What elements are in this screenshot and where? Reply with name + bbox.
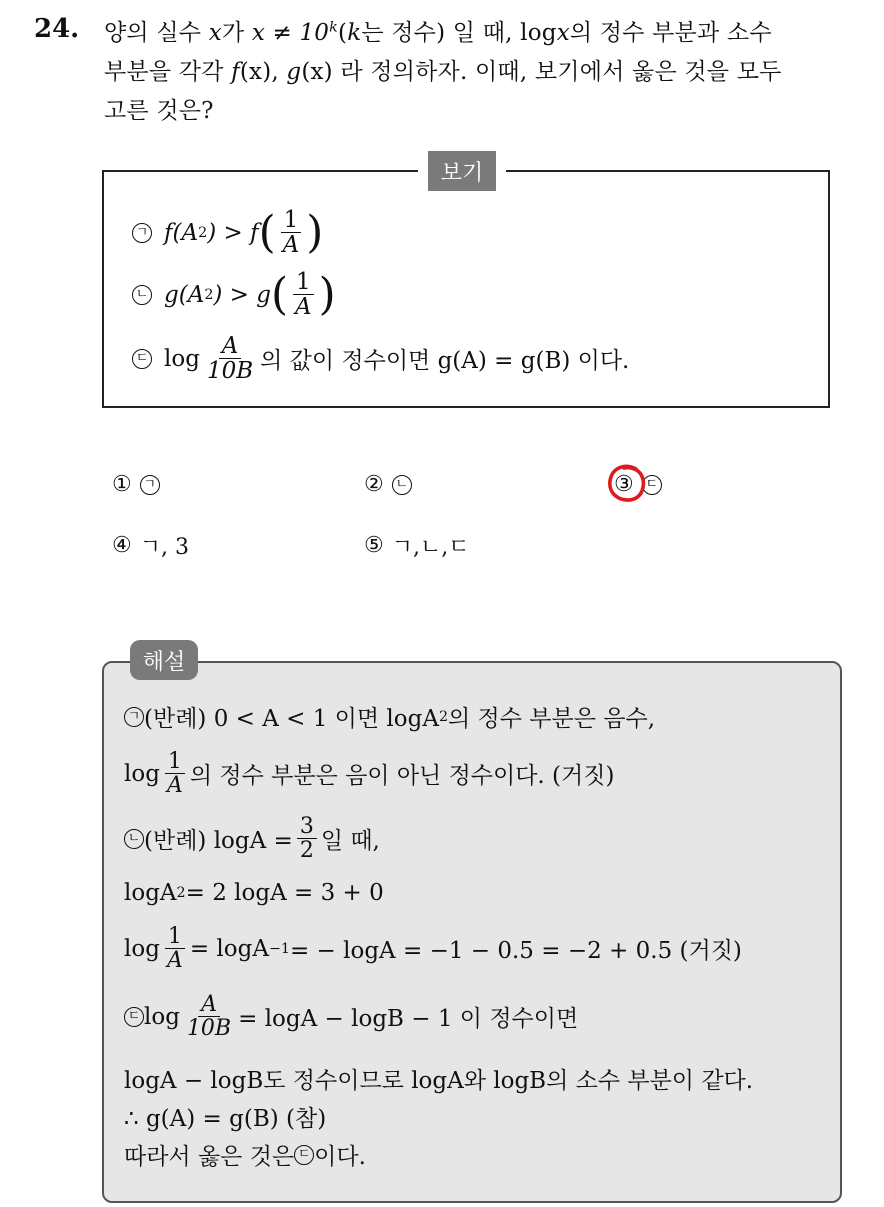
question-line-3: 고른 것은? <box>104 98 214 124</box>
choice-4-label: ㄱ, 3 <box>139 535 189 560</box>
solution-line-1: ㄱ (반례) 0 < A < 1 이면 logA 2 의 정수 부분은 음수, <box>124 700 655 733</box>
solution-line-8: ∴ g(A) = g(B) (참) <box>124 1106 327 1132</box>
bogi-item-2: ㄴ g(A 2 ) > g ( $\frac{1}{A}$ ) <box>132 270 336 319</box>
choice-4[interactable]: ④ ㄱ, 3 <box>112 530 189 561</box>
bogi-item-3: ㄷ log $\frac{A}{10B}$ 의 값이 정수이면 g(A) = g(B) 이다. <box>132 334 629 383</box>
choice-5-label: ㄱ,ㄴ,ㄷ <box>391 535 470 560</box>
circle-digeut-icon: ㄷ <box>294 1145 314 1165</box>
circle-nieun-icon: ㄴ <box>132 285 152 305</box>
solution-line-2: log $\frac{1}{A}$ 의 정수 부분은 음이 아닌 정수이다. (거짓) <box>124 749 615 799</box>
question-line-1: 양의 실수 x가 $x \ne 10^k(k$는 정수) 일 때, logx의 정수 부분과 소수 <box>104 19 772 46</box>
question-number: 24. <box>34 14 80 44</box>
circle-giyeok-icon: ㄱ <box>124 707 144 727</box>
circle-giyeok-icon: ㄱ <box>132 223 152 243</box>
choice-2[interactable]: ② ㄴ <box>364 472 412 497</box>
solution-line-6: ㄷ log $\frac{A}{10B}$ = logA − logB − 1 이 정수이면 <box>124 993 578 1040</box>
circle-nieun-icon: ㄴ <box>392 475 412 495</box>
circle-digeut-icon: ㄷ <box>642 475 662 495</box>
red-circle-answer-mark-icon <box>606 463 648 505</box>
choice-1[interactable]: ① ㄱ <box>112 472 160 497</box>
question-line-2: 부분을 각각 f(x), g(x) 라 정의하자. 이때, 보기에서 옳은 것을 모두 <box>104 59 782 85</box>
bogi-label: 보기 <box>428 151 496 191</box>
circle-giyeok-icon: ㄱ <box>140 475 160 495</box>
choice-5[interactable]: ⑤ ㄱ,ㄴ,ㄷ <box>364 530 469 561</box>
solution-line-4: logA 2 = 2 logA = 3 + 0 <box>124 880 384 906</box>
solution-line-9: 따라서 옳은 것은 ㄷ 이다. <box>124 1144 366 1170</box>
solution-line-5: log $\frac{1}{A}$ = logA −1 = − logA = −1 − 0.5 = −2 + 0.5 (거짓) <box>124 924 742 974</box>
solution-label: 해설 <box>130 640 198 680</box>
choice-3[interactable]: ③ ㄷ <box>614 472 662 497</box>
circle-digeut-icon: ㄷ <box>124 1007 144 1027</box>
bogi-item-1: ㄱ f(A 2 ) > f ( $\frac{1}{A}$ ) <box>132 208 323 257</box>
solution-line-7: logA − logB도 정수이므로 logA와 logB의 소수 부분이 같다. <box>124 1068 754 1094</box>
solution-line-3: ㄴ (반례) logA = $\frac{3}{2}$ 일 때, <box>124 815 380 862</box>
circle-nieun-icon: ㄴ <box>124 829 144 849</box>
circle-digeut-icon: ㄷ <box>132 349 152 369</box>
